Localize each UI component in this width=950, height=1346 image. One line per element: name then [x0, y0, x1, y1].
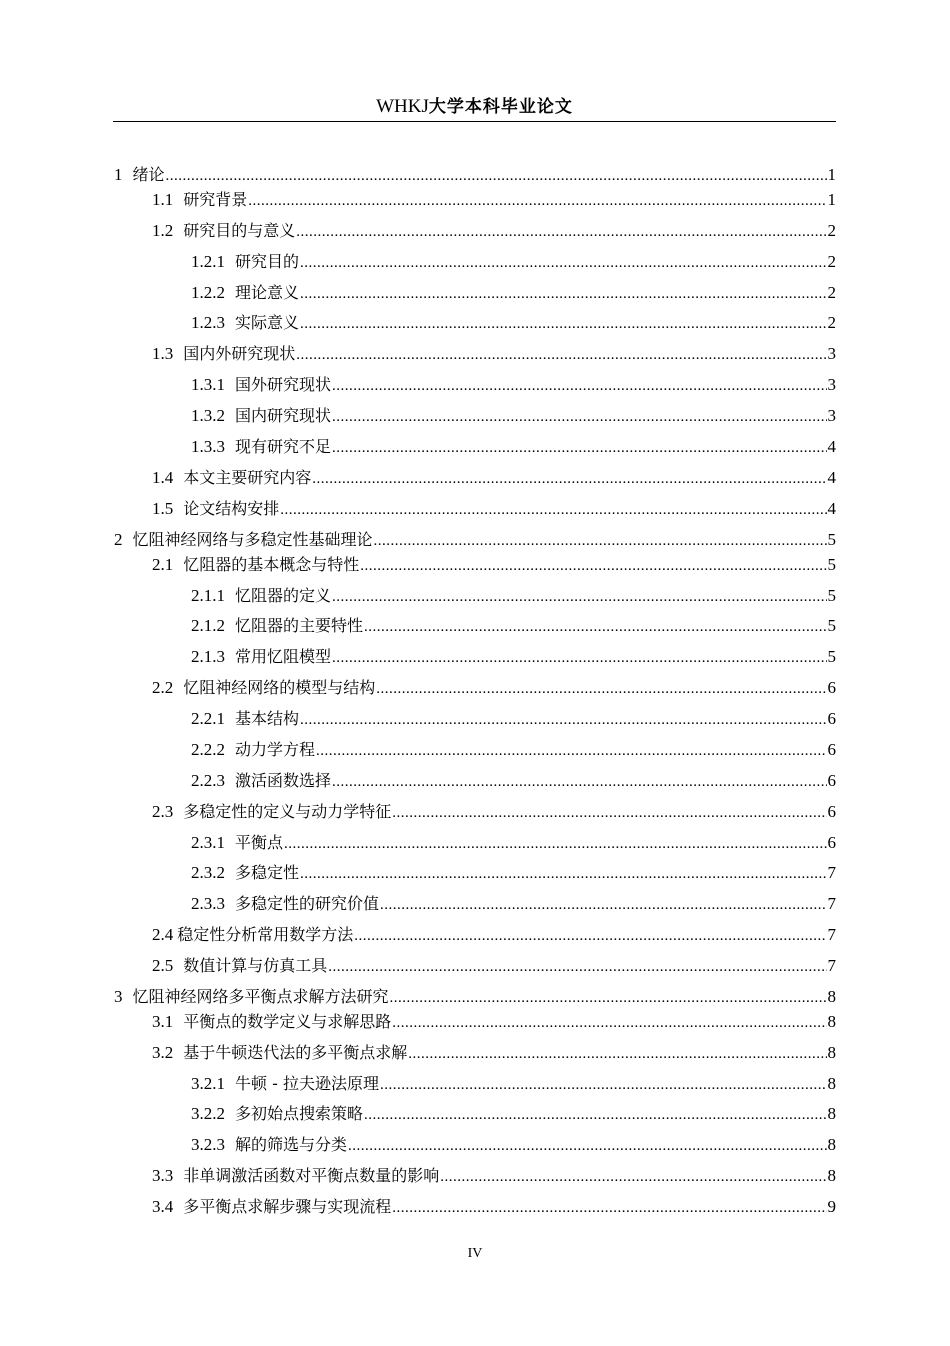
toc-entry[interactable] [152, 1042, 836, 1064]
toc-page: 7 [827, 925, 836, 944]
toc-title: 忆阻神经网络与多稳定性基础理论 [132, 530, 373, 549]
toc-number: 3.2.2 [191, 1104, 225, 1123]
toc-leader [332, 586, 826, 608]
toc-page: 9 [827, 1197, 836, 1216]
toc-entry[interactable] [114, 164, 836, 186]
toc-number: 1.2.1 [191, 252, 225, 271]
toc-title: 忆阻器的基本概念与特性 [183, 555, 360, 574]
header-title: 大学本科毕业论文 [428, 97, 573, 117]
toc-title: 国内外研究现状 [183, 344, 296, 363]
toc-page: 6 [827, 833, 836, 852]
toc-leader [392, 802, 826, 824]
toc-number: 2.3.3 [191, 894, 225, 913]
toc-number: 1.3.1 [191, 375, 225, 394]
toc-number: 1.5 [152, 499, 174, 518]
toc-entry[interactable] [152, 343, 836, 365]
toc-page: 8 [827, 1074, 836, 1093]
toc-entry[interactable] [191, 770, 836, 792]
toc-title: 理论意义 [235, 283, 300, 302]
toc-page: 4 [827, 437, 836, 456]
toc-leader [380, 1074, 827, 1096]
page-number: IV [467, 1246, 483, 1261]
toc-leader [348, 1135, 826, 1157]
toc-leader [280, 499, 826, 521]
toc-entry[interactable] [191, 1134, 836, 1156]
toc-leader [332, 437, 826, 459]
toc-entry[interactable] [152, 677, 836, 699]
toc-title: 现有研究不足 [235, 437, 332, 456]
toc-page: 2 [827, 283, 836, 302]
toc-entry[interactable] [191, 405, 836, 427]
toc-number: 2.1.1 [191, 586, 225, 605]
toc-number: 2.4 [152, 925, 174, 944]
toc-entry[interactable] [152, 1011, 836, 1033]
toc-title: 常用忆阻模型 [235, 647, 332, 666]
toc-entry[interactable] [191, 374, 836, 396]
header-rule [113, 121, 836, 122]
toc-leader [392, 1197, 826, 1219]
toc-title: 本文主要研究内容 [183, 468, 312, 487]
toc-entry[interactable] [191, 1103, 836, 1125]
toc-page: 4 [827, 468, 836, 487]
toc-leader [300, 863, 826, 885]
toc-entry[interactable] [152, 498, 836, 520]
toc-page: 5 [827, 647, 836, 666]
toc-page: 7 [827, 863, 836, 882]
toc-entry[interactable] [191, 436, 836, 458]
toc-leader [332, 375, 826, 397]
toc-entry[interactable] [191, 282, 836, 304]
toc-leader [248, 190, 826, 212]
toc-leader [300, 252, 826, 274]
toc-leader [328, 956, 826, 978]
toc-entry[interactable] [152, 467, 836, 489]
toc-leader [376, 678, 826, 700]
toc-number: 1.4 [152, 468, 174, 487]
toc-number: 1.3 [152, 344, 174, 363]
toc-page: 8 [827, 1166, 836, 1185]
toc-entry[interactable] [152, 554, 836, 576]
toc-page: 8 [827, 1043, 836, 1062]
toc-entry[interactable] [152, 189, 836, 211]
toc-title: 平衡点的数学定义与求解思路 [183, 1012, 392, 1031]
toc-title: 实际意义 [235, 313, 300, 332]
page-header [113, 95, 836, 119]
toc-page: 2 [827, 221, 836, 240]
toc-entry[interactable] [191, 862, 836, 884]
toc-leader [364, 616, 826, 638]
toc-number: 3.2.3 [191, 1135, 225, 1154]
toc-page: 6 [827, 740, 836, 759]
toc-title: 多稳定性的定义与动力学特征 [183, 802, 392, 821]
toc-title: 牛顿 - 拉夫逊法原理 [235, 1074, 379, 1093]
toc-title: 基于牛顿迭代法的多平衡点求解 [183, 1043, 408, 1062]
toc-title: 忆阻神经网络多平衡点求解方法研究 [132, 987, 389, 1006]
toc-number: 2.2 [152, 678, 174, 697]
toc-leader [332, 406, 826, 428]
toc-leader [374, 530, 827, 552]
toc-number: 1.2.3 [191, 313, 225, 332]
toc-entry[interactable] [191, 251, 836, 273]
toc-entry[interactable] [191, 312, 836, 334]
toc-leader [392, 1012, 826, 1034]
toc-page: 7 [827, 894, 836, 913]
toc-number: 1.3.3 [191, 437, 225, 456]
toc-page: 8 [827, 1135, 836, 1154]
toc-leader [300, 313, 826, 335]
toc-number: 2.5 [152, 956, 174, 975]
toc-number: 3.4 [152, 1197, 174, 1216]
toc-entry[interactable] [191, 1073, 836, 1095]
toc-title: 研究背景 [183, 190, 248, 209]
toc-leader [440, 1166, 826, 1188]
toc-number: 2.3.2 [191, 863, 225, 882]
toc-title: 绪论 [132, 165, 165, 184]
toc-leader [332, 771, 826, 793]
toc-leader [300, 709, 826, 731]
toc-entry[interactable] [191, 739, 836, 761]
toc-title: 国外研究现状 [235, 375, 332, 394]
toc-title: 忆阻器的主要特性 [235, 616, 364, 635]
toc-entry[interactable] [114, 529, 836, 551]
toc-entry[interactable] [152, 801, 836, 823]
toc-title: 多平衡点求解步骤与实现流程 [183, 1197, 392, 1216]
toc-title: 论文结构安排 [183, 499, 280, 518]
toc-leader [296, 221, 826, 243]
toc-title: 多初始点搜索策略 [235, 1104, 364, 1123]
toc-leader [166, 165, 827, 187]
toc-number: 3 [114, 987, 123, 1006]
toc-page: 8 [827, 987, 836, 1006]
toc-number: 2.1 [152, 555, 174, 574]
toc-page: 6 [827, 678, 836, 697]
toc-number: 2.3.1 [191, 833, 225, 852]
toc-leader [300, 283, 826, 305]
toc-title: 数值计算与仿真工具 [183, 956, 328, 975]
toc-entry[interactable] [191, 708, 836, 730]
toc-page: 5 [827, 530, 836, 549]
toc-title: 国内研究现状 [235, 406, 332, 425]
toc-number: 2.2.2 [191, 740, 225, 759]
toc-page: 3 [827, 406, 836, 425]
toc-page: 8 [827, 1012, 836, 1031]
toc-title: 多稳定性 [235, 863, 300, 882]
toc-entry[interactable] [152, 924, 836, 946]
toc-leader [284, 833, 826, 855]
toc-entry[interactable] [152, 220, 836, 242]
toc-title: 忆阻器的定义 [235, 586, 332, 605]
toc-title: 稳定性分析常用数学方法 [177, 925, 354, 944]
toc-page: 6 [827, 802, 836, 821]
toc-leader [332, 647, 826, 669]
toc-entry[interactable] [191, 893, 836, 915]
toc-title: 平衡点 [235, 833, 284, 852]
toc-leader [408, 1043, 826, 1065]
toc-page: 3 [827, 344, 836, 363]
toc-number: 1.3.2 [191, 406, 225, 425]
toc-leader [360, 555, 826, 577]
toc-number: 2.3 [152, 802, 174, 821]
toc-page: 5 [827, 586, 836, 605]
toc-leader [316, 740, 826, 762]
toc-number: 2.1.2 [191, 616, 225, 635]
toc-number: 1 [114, 165, 123, 184]
toc-title: 研究目的与意义 [183, 221, 296, 240]
toc-number: 1.2 [152, 221, 174, 240]
toc-page: 3 [827, 375, 836, 394]
toc-entry[interactable] [191, 646, 836, 668]
toc-page: 1 [827, 190, 836, 209]
toc-number: 3.2.1 [191, 1074, 225, 1093]
toc-leader [354, 925, 826, 947]
toc-entry[interactable] [152, 1196, 836, 1218]
toc-entry[interactable] [191, 585, 836, 607]
toc-page: 2 [827, 252, 836, 271]
toc-number: 1.2.2 [191, 283, 225, 302]
toc-page: 8 [827, 1104, 836, 1123]
toc-number: 2.2.3 [191, 771, 225, 790]
toc-leader [390, 987, 827, 1009]
toc-number: 3.1 [152, 1012, 174, 1031]
toc-title: 多稳定性的研究价值 [235, 894, 380, 913]
toc-leader [380, 894, 826, 916]
toc-number: 3.2 [152, 1043, 174, 1062]
toc-page: 2 [827, 313, 836, 332]
toc-number: 1.1 [152, 190, 174, 209]
toc-page: 5 [827, 555, 836, 574]
toc-page: 5 [827, 616, 836, 635]
toc-title: 动力学方程 [235, 740, 316, 759]
toc-title: 研究目的 [235, 252, 300, 271]
toc-page: 7 [827, 956, 836, 975]
toc-entry[interactable] [191, 615, 836, 637]
toc-leader [364, 1104, 826, 1126]
toc-title: 忆阻神经网络的模型与结构 [183, 678, 376, 697]
toc-number: 2.1.3 [191, 647, 225, 666]
toc-page: 1 [827, 165, 836, 184]
toc-entry[interactable] [152, 1165, 836, 1187]
toc-leader [296, 344, 826, 366]
toc-number: 3.3 [152, 1166, 174, 1185]
toc-entry[interactable] [152, 955, 836, 977]
toc-entry[interactable] [191, 832, 836, 854]
header-latin: WHKJ [376, 96, 429, 117]
toc-leader [312, 468, 826, 490]
toc-page: 4 [827, 499, 836, 518]
toc-entry[interactable] [114, 986, 836, 1008]
toc-page: 6 [827, 771, 836, 790]
toc-title: 非单调激活函数对平衡点数量的影响 [183, 1166, 440, 1185]
toc-number: 2.2.1 [191, 709, 225, 728]
toc-title: 基本结构 [235, 709, 300, 728]
toc-number: 2 [114, 530, 123, 549]
toc-page: 6 [827, 709, 836, 728]
toc-title: 激活函数选择 [235, 771, 332, 790]
toc-title: 解的筛选与分类 [235, 1135, 348, 1154]
